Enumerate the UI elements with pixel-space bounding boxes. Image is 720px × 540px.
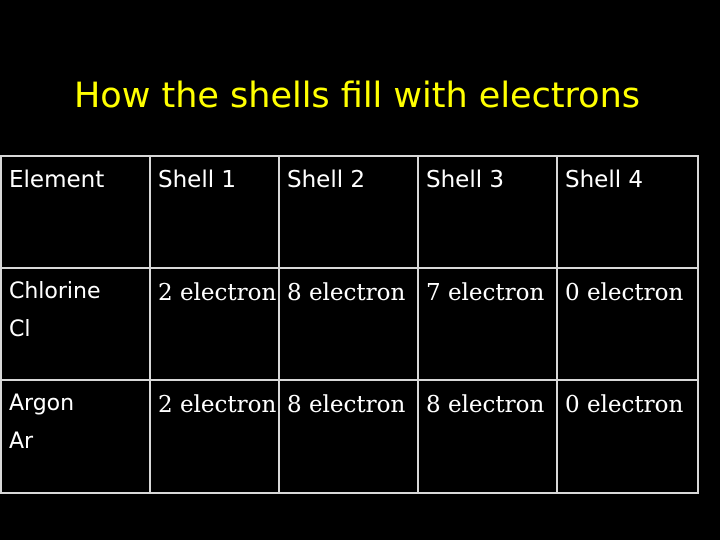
slide-title: How the shells fill with electrons — [73, 76, 640, 116]
element-symbol: Ar — [9, 429, 34, 455]
shell-2-value: 8 electron — [279, 380, 418, 493]
shell-2-value: 8 electron — [279, 268, 418, 381]
element-symbol: Cl — [9, 316, 31, 342]
shell-1-value: 2 electron — [150, 380, 279, 493]
shell-4-value: 0 electron — [557, 268, 698, 381]
shell-3-value: 8 electron — [418, 380, 557, 493]
element-name: Chlorine — [9, 278, 101, 304]
electron-shell-table — [0, 155, 699, 494]
header-element: Element — [1, 156, 150, 268]
header-shell-4: Shell 4 — [557, 156, 698, 268]
element-name: Argon — [9, 391, 75, 417]
header-shell-3: Shell 3 — [418, 156, 557, 268]
table-header-row — [1, 156, 698, 268]
shell-4-value: 0 electron — [557, 380, 698, 493]
element-cell — [1, 380, 150, 493]
shell-1-value: 2 electron — [150, 268, 279, 381]
shell-3-value: 7 electron — [418, 268, 557, 381]
table-row-argon — [1, 380, 698, 493]
header-shell-1: Shell 1 — [150, 156, 279, 268]
header-shell-2: Shell 2 — [279, 156, 418, 268]
element-cell — [1, 268, 150, 381]
table-row-chlorine — [1, 268, 698, 381]
